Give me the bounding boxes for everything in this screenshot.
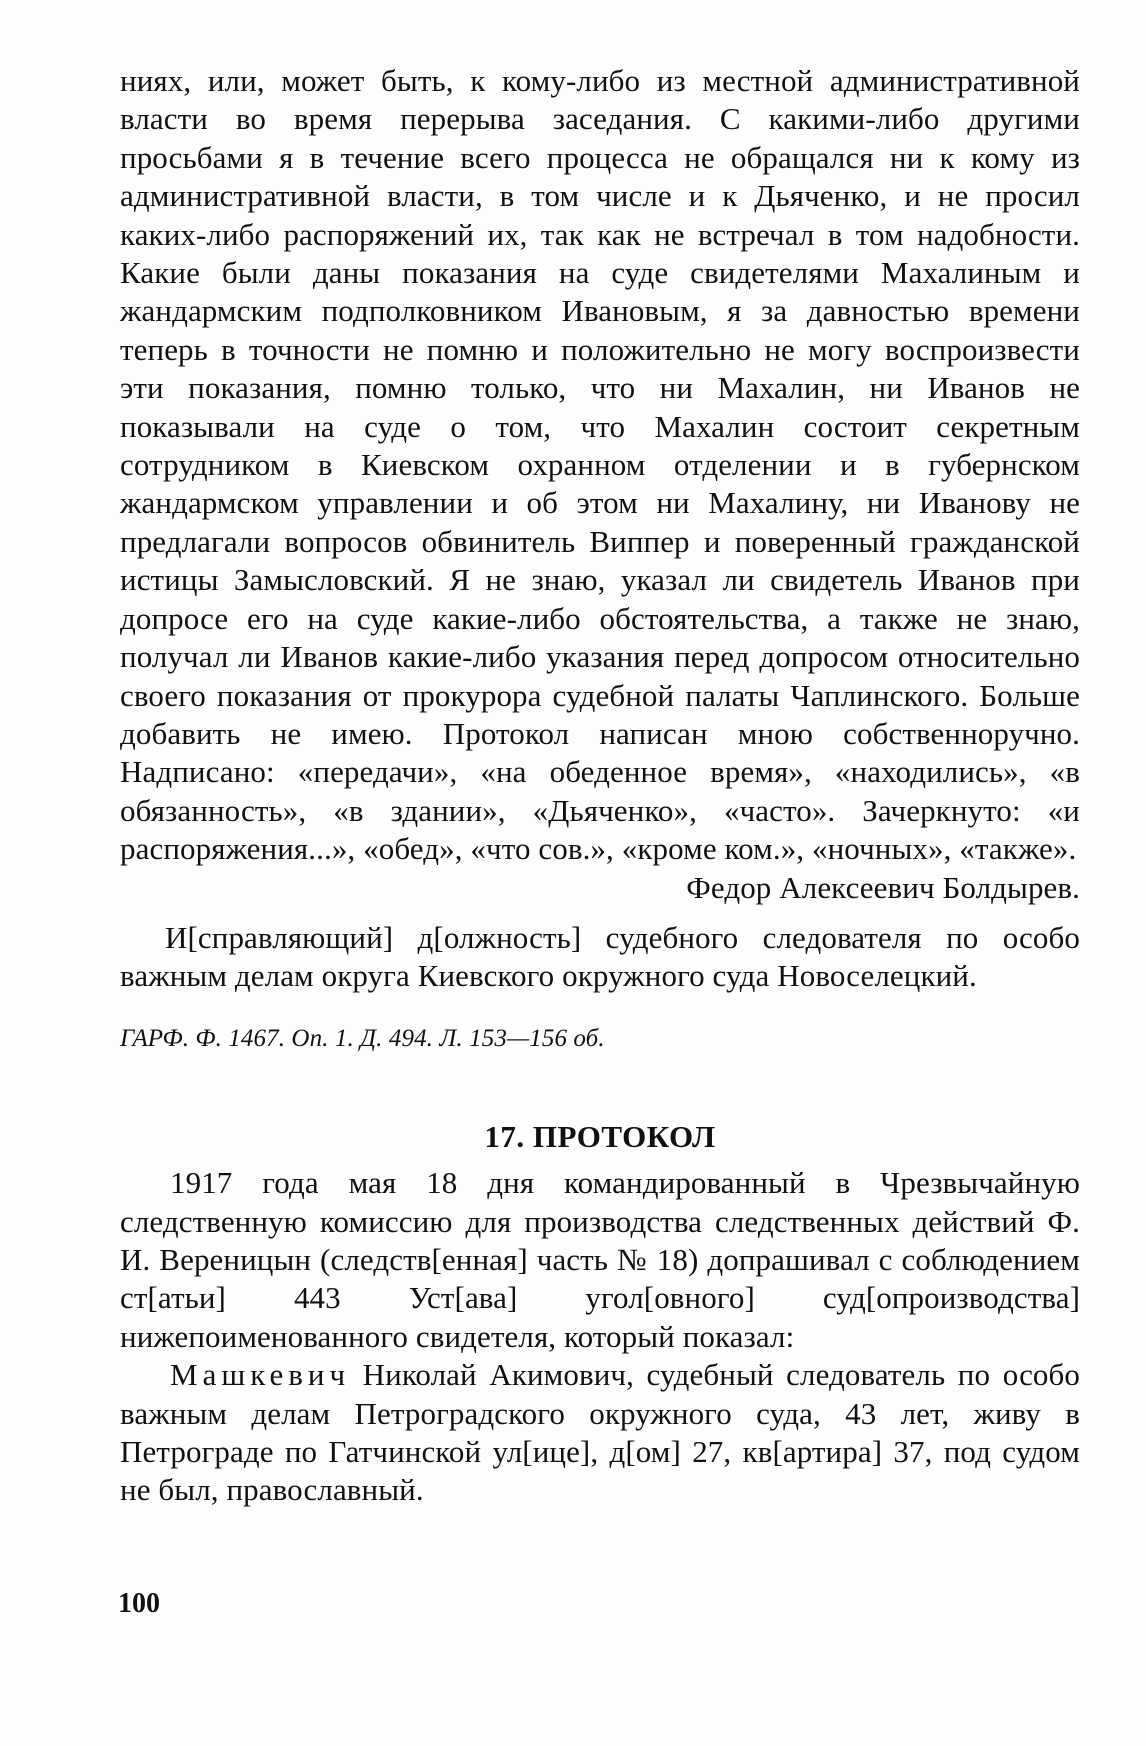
witness-details: Николай Акимович, судебный следователь по особо важным делам Петроградского окружного суда, 43 лет, живу в Петрограде по Гатчинской ул[ице], д[ом] 27, кв[артира] 37, под судом не был, православный. (120, 1357, 1080, 1508)
paragraph-continuation: ниях, или, может быть, к кому-либо из местной административной власти во время перерыва заседания. С какими-либо другими просьбами я в течение всего процесса не обращался ни к кому из административной власти, в том числе и к Дьяченко, и не просил каких-либо распоряжений их, так как не встречал в том надобности. Какие были даны показания на суде свидетелями Махалиным и жандармским подполковником Ивановым, я за давностью времени теперь в точности не помню и положительно не могу воспроизвести эти показания, помню только, что ни Махалин, ни Иванов не показывали на суде о том, что Махалин состоит секретным сотрудником в Киевском охранном отделении и в губернском жандармском управлении и об этом ни Махалину, ни Иванову не предлагали вопросов обвинитель Виппер и поверенный гражданской истицы Замысловский. Я не знаю, указал ли свидетель Иванов при допросе его на суде какие-либо обстоятельства, а также не знаю, получал ли Иванов какие-либо указания перед допросом относительно своего показания от прокурора судебной палаты Чаплинского. Больше добавить не имею. Протокол написан мною собственноручно. Надписано: «передачи», «на обеденное время», «находились», «в обязанность», «в здании», «Дьяченко», «часто». Зачеркнуто: «и распоряжения...», «обед», «что сов.», «кроме ком.», «ночных», «также». (120, 63, 1080, 867)
attestation: И[справляющий] д[олжность] судебного следователя по особо важным делам округа Киевского окружного суда Новоселецкий. (120, 919, 1080, 994)
witness-paragraph (120, 1356, 1080, 1510)
source-reference: ГАРФ. Ф. 1467. Оп. 1. Д. 494. Л. 153—156 об. (120, 1024, 605, 1052)
page-number: 100 (118, 1588, 160, 1619)
protocol-intro: 1917 года мая 18 дня командированный в Чрезвычайную следственную комиссию для производства следственных действий Ф. И. Вереницын (следств[енная] часть № 18) допрашивал с соблюдением ст[атьи] 443 Уст[ава] угол[овного] суд[опроизводства] нижепоименованного свидетеля, который показал: (120, 1165, 1080, 1354)
witness-surname: Машкевич (170, 1357, 351, 1393)
section-heading: 17. ПРОТОКОЛ (484, 1118, 716, 1154)
body-text (120, 62, 1080, 1510)
signature: Федор Алексеевич Болдырев. (686, 869, 1080, 905)
